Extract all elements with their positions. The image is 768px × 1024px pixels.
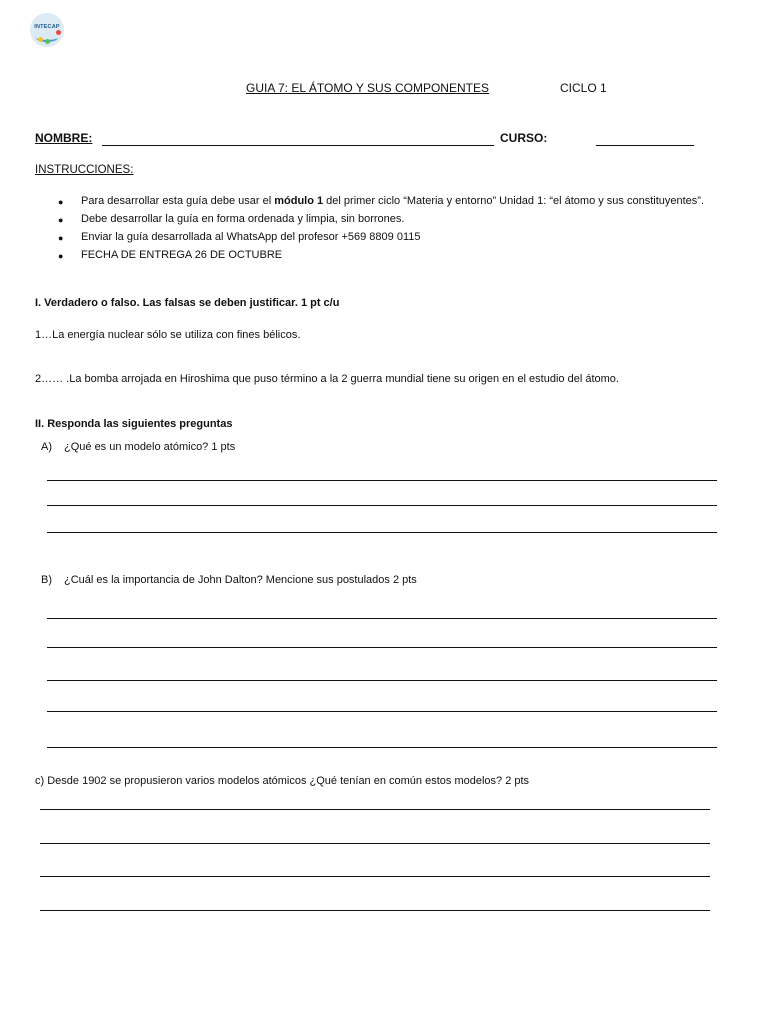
instructions-list — [58, 194, 704, 266]
bullet-icon: ● — [58, 233, 64, 243]
question-a: ¿Qué es un modelo atómico? 1 pts — [64, 441, 236, 453]
answer-line-b4[interactable] — [47, 711, 717, 712]
answer-line-c4[interactable] — [40, 910, 710, 911]
course-label: CURSO: — [500, 131, 548, 145]
answer-line-a1[interactable] — [47, 480, 717, 481]
question-b: ¿Cuál es la importancia de John Dalton? Mencione sus postulados 2 pts — [64, 574, 417, 586]
instruction-item: ● Enviar la guía desarrollada al WhatsApp del profesor +569 8809 0115 — [58, 231, 421, 243]
answer-line-b1[interactable] — [47, 618, 717, 619]
answer-line-a3[interactable] — [47, 532, 717, 533]
question-b-letter: B) — [41, 574, 52, 586]
bullet-icon: ● — [58, 215, 64, 225]
answer-line-b5[interactable] — [47, 747, 717, 748]
cycle-label: CICLO 1 — [560, 81, 607, 95]
name-label: NOMBRE: — [35, 131, 93, 145]
answer-line-a2[interactable] — [47, 505, 717, 506]
answer-line-c3[interactable] — [40, 876, 710, 877]
true-false-question-1: 1…La energía nuclear sólo se utiliza con fines bélicos. — [35, 329, 301, 341]
answer-line-b2[interactable] — [47, 647, 717, 648]
section1-heading: I. Verdadero o falso. Las falsas se deben justificar. 1 pt c/u — [35, 297, 340, 309]
course-field-line[interactable] — [596, 145, 694, 146]
bullet-icon: ● — [58, 251, 64, 261]
instruction-item: ● FECHA DE ENTREGA 26 DE OCTUBRE — [58, 249, 283, 261]
school-logo — [30, 13, 64, 47]
true-false-question-2: 2…… .La bomba arrojada en Hiroshima que puso término a la 2 guerra mundial tiene su origen en el estudio del átomo. — [35, 373, 619, 385]
name-field-line[interactable] — [102, 145, 494, 146]
guide-title: GUIA 7: EL ÁTOMO Y SUS COMPONENTES — [246, 81, 489, 95]
logo-dot-red — [56, 30, 61, 35]
instruction-item: ● Debe desarrollar la guía en forma ordenada y limpia, sin borrones. — [58, 213, 405, 225]
bullet-icon: ● — [58, 197, 64, 207]
answer-line-c2[interactable] — [40, 843, 710, 844]
question-c: c) Desde 1902 se propusieron varios modelos atómicos ¿Qué tenían en común estos modelos? 2 pts — [35, 775, 530, 787]
answer-line-b3[interactable] — [47, 680, 717, 681]
question-a-letter: A) — [41, 441, 52, 453]
logo-dot-yellow — [38, 37, 43, 42]
section2-heading: II. Responda las siguientes preguntas — [35, 418, 233, 430]
logo-text: INTECAP — [34, 24, 60, 30]
logo-dot-green — [45, 39, 50, 44]
instruction-item: ● Para desarrollar esta guía debe usar el módulo 1 del primer ciclo “Materia y entorno” Unidad 1: “el átomo y sus constituyentes”. — [58, 195, 705, 207]
answer-line-c1[interactable] — [40, 809, 710, 810]
instructions-heading: INSTRUCCIONES: — [35, 164, 134, 176]
